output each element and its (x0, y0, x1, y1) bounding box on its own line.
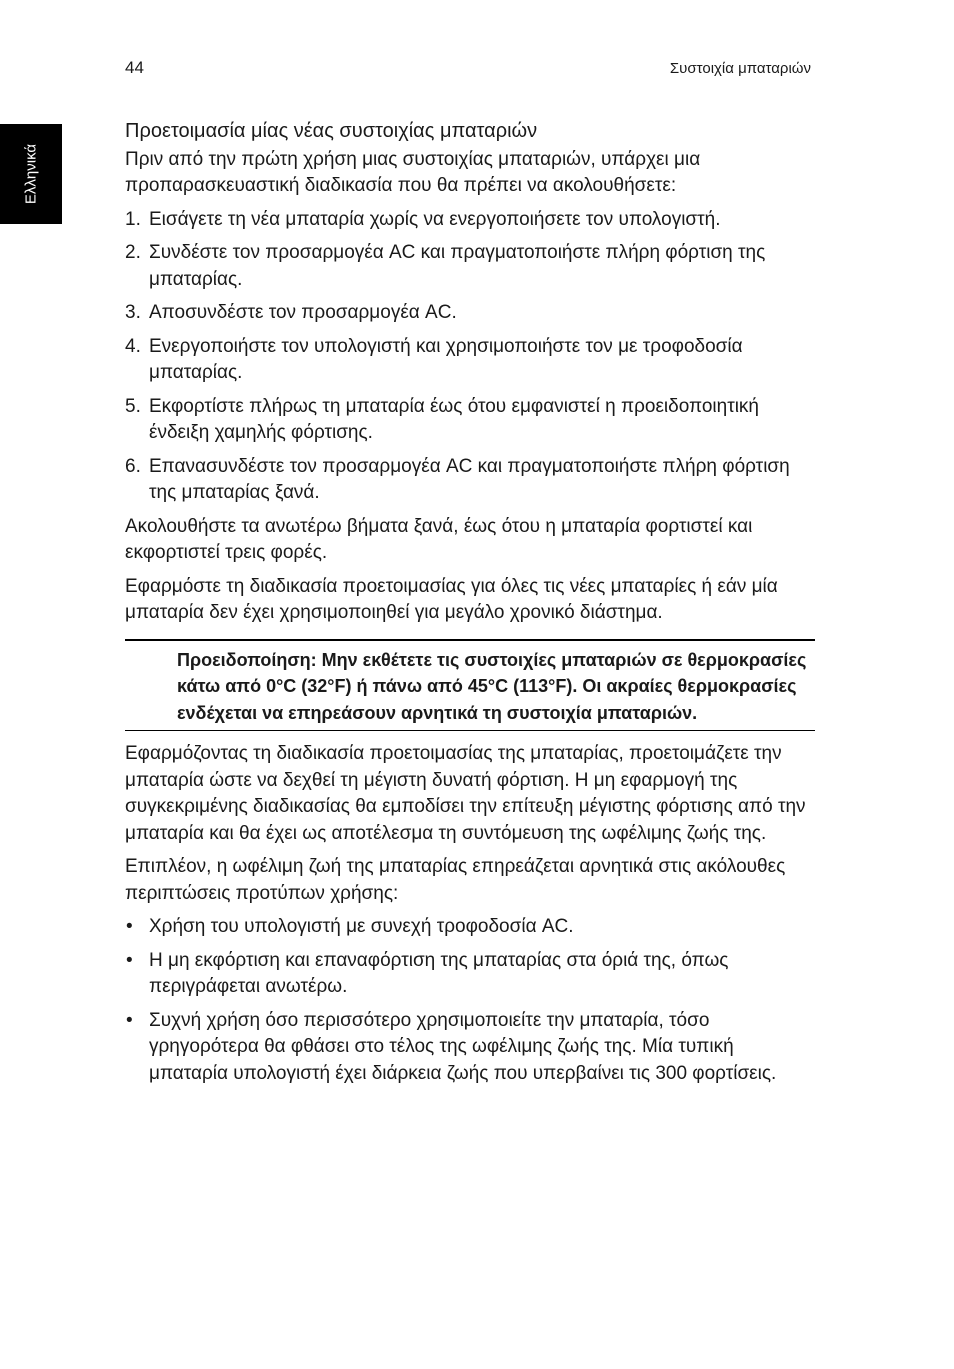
list-item (125, 948, 815, 1001)
section-title: Προετοιμασία μίας νέας συστοιχίας μπαταριών (125, 120, 538, 142)
bullet-icon: • (126, 1009, 133, 1031)
list-item (125, 207, 815, 234)
benefit-paragraph: Εφαρμόζοντας τη διαδικασία προετοιμασίας της μπαταρίας, προετοιμάζετε την μπαταρία ώστε να δεχθεί τη μέγιστη δυνατή φόρτιση. Η μη εφαρμογή της συγκεκριμένης διαδικασίας θα εμποδίσει την επίτευξη μέγιστης φόρτισης από την μπαταρία και θα έχει ως αποτέλεσμα τη συντόμευση της ωφέλιμης ζωής της. (125, 743, 806, 844)
list-item (125, 914, 815, 941)
list-item (125, 454, 815, 507)
bullet-text: Η μη εκφόρτιση και επαναφόρτιση της μπαταρίας στα όριά της, όπως περιγράφεται ανωτέρω. (149, 949, 729, 997)
step-number: 2. (125, 242, 141, 263)
page-content (125, 118, 815, 1094)
list-item (125, 240, 815, 293)
step-number: 6. (125, 455, 141, 477)
step-number: 1. (125, 208, 141, 230)
steps-list (125, 207, 815, 507)
bullet-text: Χρήση του υπολογιστή με συνεχή τροφοδοσία AC. (149, 916, 574, 937)
bullet-icon: • (126, 949, 133, 971)
step-text: Εκφορτίστε πλήρως τη μπαταρία έως ότου εμφανιστεί η προειδοποιητική ένδειξη χαμηλής φόρτισης. (149, 395, 760, 443)
bullet-icon: • (126, 916, 133, 937)
list-item (125, 300, 815, 327)
page-number: 44 (125, 58, 144, 77)
list-item (125, 1008, 815, 1088)
step-number: 4. (125, 335, 141, 357)
bullet-text: Συχνή χρήση όσο περισσότερο χρησιμοποιείτε την μπαταρία, τόσο γρηγορότερα θα φθάσει στο τέλος της ωφέλιμης ζωής της. Μία τυπική μπαταρία υπολογιστή έχει διάρκεια ζωής που υπερβαίνει τις 300 φορτίσεις. (149, 1009, 777, 1084)
intro-paragraph: Πριν από την πρώτη χρήση μιας συστοιχίας μπαταριών, υπάρχει μια προπαρασκευαστική διαδικασία που θα πρέπει να ακολουθήσετε: (125, 148, 701, 196)
repeat-paragraph: Ακολουθήστε τα ανωτέρω βήματα ξανά, έως ότου η μπαταρία φορτιστεί και εκφορτιστεί τρεις φορές. (125, 515, 753, 563)
apply-paragraph: Εφαρμόστε τη διαδικασία προετοιμασίας για όλες τις νέες μπαταρίες ή εάν μία μπαταρία δεν έχει χρησιμοποιηθεί για μεγάλο χρονικό διάστημα. (125, 575, 778, 623)
step-number: 5. (125, 395, 141, 417)
step-number: 3. (125, 302, 141, 323)
lifetime-paragraph: Επιπλέον, η ωφέλιμη ζωή της μπαταρίας επηρεάζεται αρνητικά στις ακόλουθες περιπτώσεις προτύπων χρήσης: (125, 856, 786, 904)
language-tab (0, 124, 62, 224)
usage-bullets (125, 914, 815, 1087)
step-text: Επανασυνδέστε τον προσαρμογέα AC και πραγματοποιήστε πλήρη φόρτιση της μπαταρίας ξανά. (149, 455, 790, 503)
step-text: Εισάγετε τη νέα μπαταρία χωρίς να ενεργοποιήσετε τον υπολογιστή. (149, 208, 721, 230)
language-tab-label: Ελληνικά (22, 143, 40, 205)
step-text: Αποσυνδέστε τον προσαρμογέα AC. (149, 302, 457, 323)
step-text: Συνδέστε τον προσαρμογέα AC και πραγματοποιήστε πλήρη φόρτιση της μπαταρίας. (149, 242, 766, 290)
list-item (125, 334, 815, 387)
running-header: Συστοιχία μπαταριών (669, 60, 811, 77)
warning-box: Προειδοποίηση: Μην εκθέτετε τις συστοιχίες μπαταριών σε θερμοκρασίες κάτω από 0°C (32°F) ή πάνω από 45°C (113°F). Οι ακραίες θερμοκρασίες ενδέχεται να επηρεάσουν αρνητικά τη συστοιχία μπαταριών. (125, 639, 815, 732)
step-text: Ενεργοποιήστε τον υπολογιστή και χρησιμοποιήστε τον με τροφοδοσία μπαταρίας. (149, 335, 743, 383)
list-item (125, 394, 815, 447)
